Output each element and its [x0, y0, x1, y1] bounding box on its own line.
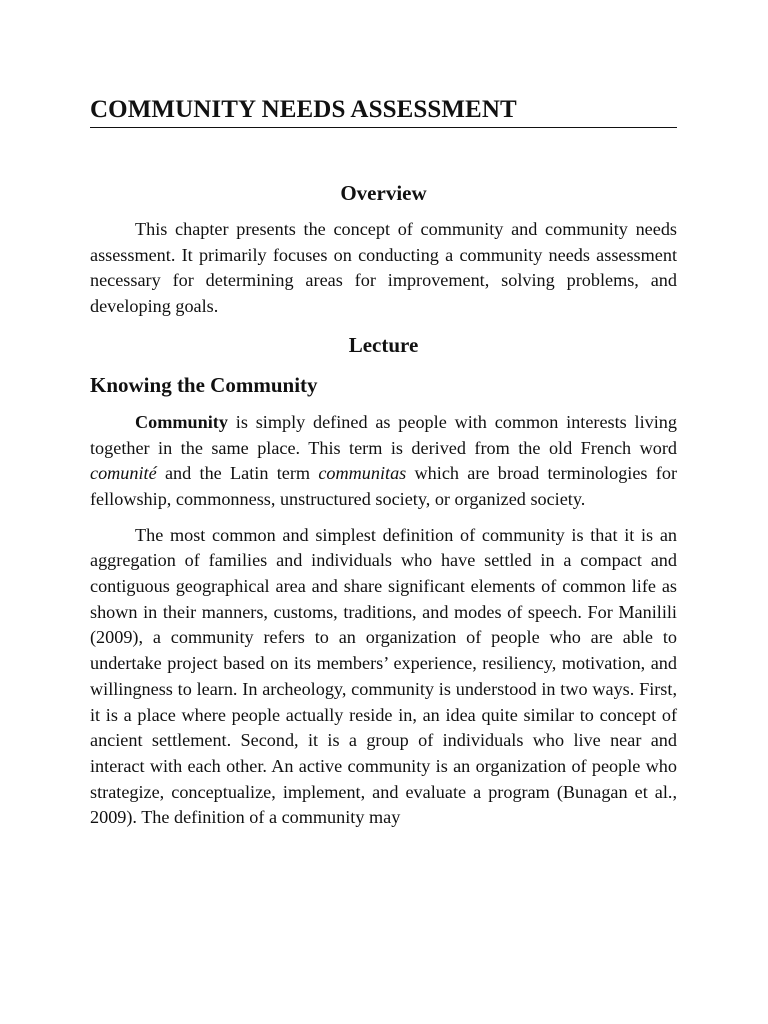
lecture-heading: Lecture	[348, 332, 419, 357]
french-term: comunité	[90, 463, 157, 484]
chapter-title: COMMUNITY NEEDS ASSESSMENT	[90, 95, 677, 128]
simplest-definition-paragraph: The most common and simplest definition of community is that it is an aggregation of families and individuals who have settled in a compact and contiguous geographical area and share significant elements of common life as shown in their manners, customs, traditions, and modes of speech. For Manilili (2009), a community refers to an organization of people who are able to undertake project based on its members’ experience, resiliency, motivation, and willingness to learn. In archeology, community is understood in two ways. First, it is a place where people actually reside in, an idea quite similar to concept of ancient settlement. Second, it is a group of individuals who live near and interact with each other. An active community is an organization of people who strategize, conceptualize, implement, and evaluate a program (Bunagan et al., 2009). The definition of a community may	[90, 524, 677, 828]
community-definition-paragraph	[90, 410, 677, 513]
latin-term: communitas	[318, 463, 407, 484]
knowing-the-community-heading: Knowing the Community	[90, 372, 318, 397]
overview-paragraph: This chapter presents the concept of community and community needs assessment. It primarily focuses on conducting a community needs assessment necessary for determining areas for improvement, solving problems, and developing goals.	[90, 219, 677, 317]
community-term: Community	[135, 411, 228, 432]
paragraph-text-segment: and the Latin term	[156, 463, 319, 484]
document-page	[90, 95, 677, 831]
paragraph-text-segment: which are broad terminologies for fellowship, commonness, unstructured society, or organized society.	[90, 463, 677, 509]
paragraph-text-segment: is simply defined as people with common interests living together in the same place. This term is derived from the old French word	[90, 411, 677, 458]
overview-heading: Overview	[340, 181, 427, 205]
